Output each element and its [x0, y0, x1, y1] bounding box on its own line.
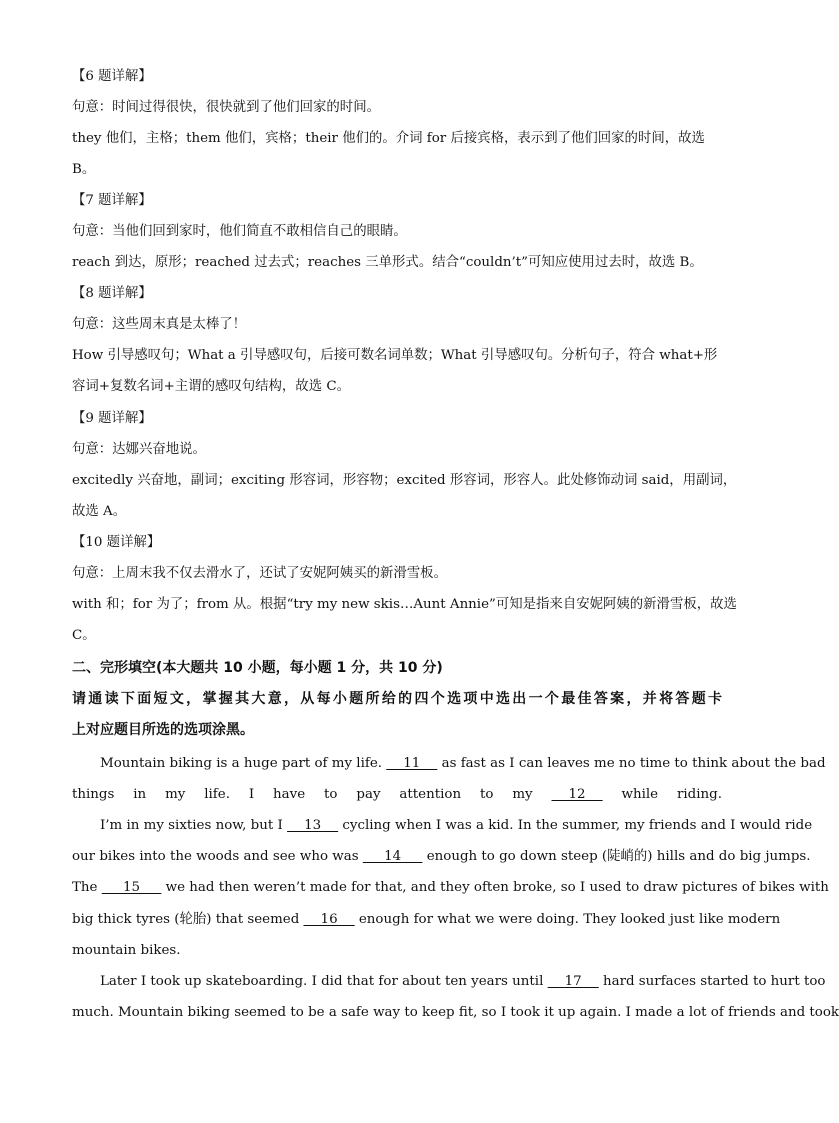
- answer-blank: 12: [551, 787, 603, 802]
- analysis-line: 容词+复数名词+主谓的感叹句结构，故选 C。: [72, 379, 350, 394]
- analysis-line: excitedly 兴奋地，副词；exciting 形容词，形容物；excited 形容词，形容人。此处修饰动词 said，用副词，: [72, 473, 737, 488]
- passage-text: hard surfaces started to hurt too: [598, 974, 826, 989]
- analysis-line: 句意：达娜兴奋地说。: [72, 442, 206, 457]
- analysis-line: they 他们，主格；them 他们，宾格；their 他们的。介词 for 后接宾格，表示到了他们回家的时间，故选: [72, 131, 705, 146]
- passage-line: [72, 817, 813, 835]
- answer-blank: 15: [101, 880, 162, 895]
- passage-text: much. Mountain biking seemed to be a safe way to keep fit, so I took it up again. I made a lot of friends and took: [72, 1005, 839, 1020]
- analysis-line: with 和；for 为了；from 从。根据“try my new skis…Aunt Annie”可知是指来自安妮阿姨的新滑雪板，故选: [72, 597, 737, 612]
- passage-line: [72, 942, 722, 960]
- passage-text: cycling when I was a kid. In the summer, my friends and I would ride: [338, 818, 813, 833]
- analysis-line: C。: [72, 628, 96, 643]
- passage-text: mountain bikes.: [72, 943, 181, 958]
- passage-text: while riding.: [602, 787, 722, 802]
- passage-text: I’m in my sixties now, but I: [100, 818, 288, 833]
- analysis-line: reach 到达，原形；reached 过去式；reaches 三单形式。结合“couldn’t”可知应使用过去时，故选 B。: [72, 255, 703, 270]
- analysis-line: 【7 题详解】: [72, 193, 152, 208]
- analysis-line: 【9 题详解】: [72, 411, 152, 426]
- passage-text: enough to go down steep (陡峭的) hills and do big jumps.: [422, 849, 811, 864]
- analysis-line: 句意：这些周末真是太棒了！: [72, 317, 247, 332]
- analysis-line: 【8 题详解】: [72, 286, 152, 301]
- answer-blank: 14: [362, 849, 423, 864]
- passage-line: [72, 786, 722, 804]
- answer-blank: 16: [303, 912, 355, 927]
- answer-blank: 17: [547, 974, 599, 989]
- passage-text: as fast as I can leaves me no time to think about the bad: [437, 756, 826, 771]
- analysis-line: How 引导感叹句；What a 引导感叹句，后接可数名词单数；What 引导感叹句。分析句子，符合 what+形: [72, 348, 718, 363]
- analysis-line: 句意：上周末我不仅去滑水了，还试了安妮阿姨买的新滑雪板。: [72, 566, 447, 581]
- analysis-line: 【10 题详解】: [72, 535, 161, 550]
- passage-line: [72, 973, 826, 991]
- analysis-line: 故选 A。: [72, 504, 127, 519]
- passage-text: Later I took up skateboarding. I did that for about ten years until: [100, 974, 548, 989]
- passage-text: Mountain biking is a huge part of my life.: [100, 756, 387, 771]
- passage-text: we had then weren’t made for that, and they often broke, so I used to draw pictures of bikes with: [161, 880, 829, 895]
- analysis-line: 【6 题详解】: [72, 69, 152, 84]
- passage-text: The: [72, 880, 102, 895]
- answer-blank: 13: [287, 818, 339, 833]
- instruction-line-1: 请通读下面短文，掌握其大意，从每小题所给的四个选项中选出一个最佳答案，并将答题卡: [72, 691, 722, 707]
- analysis-line: B。: [72, 162, 96, 177]
- passage-line: [72, 879, 829, 897]
- passage-line: [72, 911, 781, 929]
- passage-text: enough for what we were doing. They looked just like modern: [354, 912, 781, 927]
- passage-text: things in my life. I have to pay attention to my: [72, 787, 552, 802]
- passage-text: our bikes into the woods and see who was: [72, 849, 363, 864]
- passage-text: big thick tyres (轮胎) that seemed: [72, 912, 304, 927]
- analysis-line: 句意：当他们回到家时，他们简直不敢相信自己的眼睛。: [72, 224, 407, 239]
- analysis-line: 句意：时间过得很快，很快就到了他们回家的时间。: [72, 100, 380, 115]
- passage-line: [72, 848, 811, 866]
- passage-line: [72, 1004, 839, 1022]
- instruction-line-2: 上对应题目所选的选项涂黑。: [72, 722, 254, 738]
- passage-line: [72, 755, 826, 773]
- answer-blank: 11: [386, 756, 438, 771]
- section-heading: 二、完形填空(本大题共 10 小题，每小题 1 分，共 10 分): [72, 660, 443, 676]
